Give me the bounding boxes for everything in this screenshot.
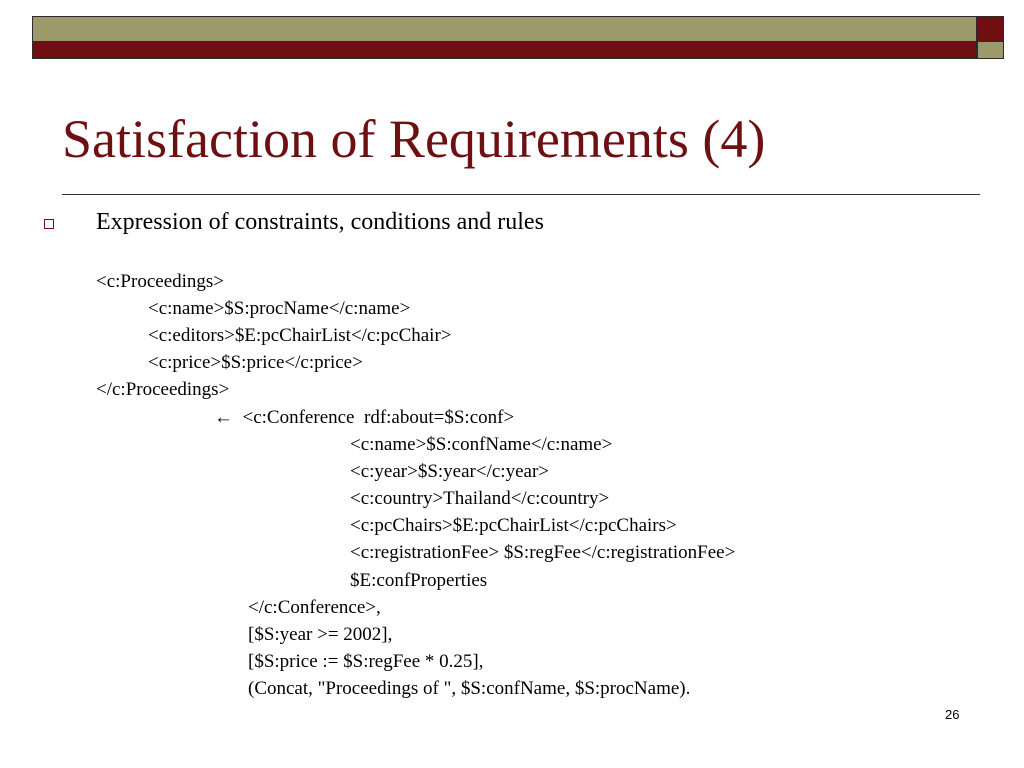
bullet-text: Expression of constraints, conditions and rules: [96, 209, 544, 235]
header-olive-square: [977, 42, 1004, 59]
code-line: </c:Conference>,: [248, 597, 381, 618]
code-line: $E:confProperties: [350, 570, 488, 591]
header-maroon-square: [977, 16, 1004, 42]
code-line: <c:name>$S:procName</c:name>: [148, 298, 411, 319]
code-line: <c:name>$S:confName</c:name>: [350, 434, 613, 455]
square-bullet-icon: [44, 219, 54, 229]
code-line: [$S:year >= 2002],: [248, 624, 393, 645]
header-maroon-bar: [32, 42, 977, 59]
code-line: [$S:price := $S:regFee * 0.25],: [248, 651, 484, 672]
slide-number: 26: [945, 707, 960, 722]
code-line: <c:country>Thailand</c:country>: [350, 488, 610, 509]
slide-title: Satisfaction of Requirements (4): [62, 109, 766, 169]
code-line: <c:year>$S:year</c:year>: [350, 461, 549, 482]
code-line: <c:editors>$E:pcChairList</c:pcChair>: [148, 325, 452, 346]
code-line: <c:price>$S:price</c:price>: [148, 352, 363, 373]
code-line: <c:Proceedings>: [96, 271, 225, 292]
code-line: <c:registrationFee> $S:regFee</c:registrationFee>: [350, 542, 736, 563]
code-line: <c:pcChairs>$E:pcChairList</c:pcChairs>: [350, 515, 677, 536]
code-line: ← <c:Conference rdf:about=$S:conf>: [214, 407, 515, 428]
code-line: </c:Proceedings>: [96, 379, 230, 400]
code-line: (Concat, "Proceedings of ", $S:confName, $S:procName).: [248, 678, 691, 699]
header-olive-bar: [32, 16, 977, 42]
title-divider: [62, 194, 980, 195]
